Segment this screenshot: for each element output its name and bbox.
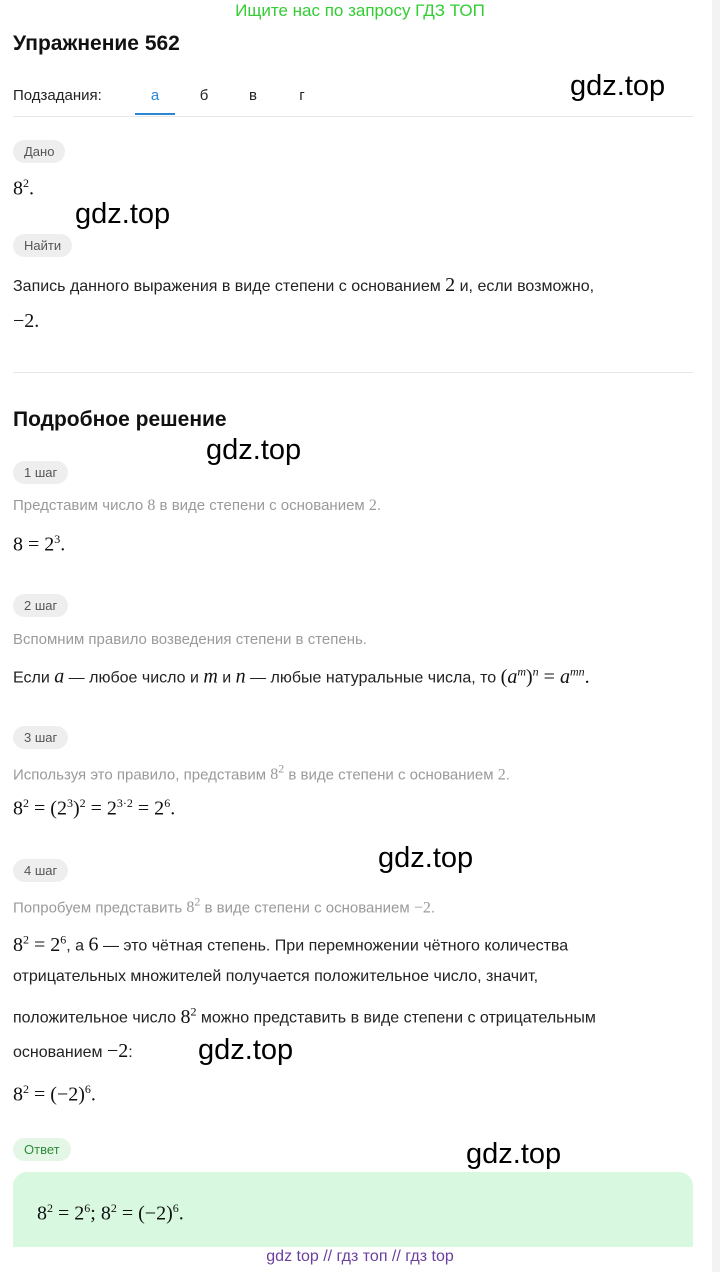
find-badge: Найти [13,234,72,257]
active-tab-indicator [135,113,175,115]
tab-g[interactable]: г [299,87,305,104]
tab-v[interactable]: в [249,87,257,104]
step-text: $8^2 = 2^6$, а 6 — это чётная степень. При перемножении чётного количества [13,932,569,956]
step-formula: $8 = 2^3$. [13,532,66,556]
step-formula: $8^2 = (2^3)^2 = 2^{3\cdot 2} = 2^6$. [13,796,176,820]
step-badge: 2 шаг [13,594,68,617]
watermark: gdz.top [75,198,171,230]
watermark: gdz.top [466,1138,562,1170]
given-badge: Дано [13,140,65,163]
answer-formula: $8^2 = 2^6$; $8^2 = (-2)^6$. [37,1201,184,1225]
step-text: Если a — любое число и m и n — любые натуральные числа, то $(a^m)^n = a^{mn}$. [13,664,590,688]
given-expression: $8^2$. [13,176,34,200]
footer-links[interactable]: gdz top // гдз топ // гдз top [266,1248,454,1265]
watermark: gdz.top [206,434,302,466]
watermark: gdz.top [198,1034,294,1066]
promo-banner: Ищите нас по запросу ГДЗ ТОП [235,1,485,20]
tab-b[interactable]: б [199,87,209,104]
scrollbar[interactable] [712,0,720,1272]
step-badge: 4 шаг [13,859,68,882]
step-hint: Представим число 8 в виде степени с основанием 2. [13,497,382,514]
solution-heading: Подробное решение [13,408,227,431]
watermark: gdz.top [570,70,666,102]
watermark: gdz.top [378,842,474,874]
step-hint: Используя это правило, представим $8^2$ в виде степени с основанием 2. [13,762,510,784]
subtasks-label: Подзадания: [13,87,102,104]
step-badge: 1 шаг [13,461,68,484]
step-hint: Попробуем представить $8^2$ в виде степени с основанием −2. [13,895,436,917]
find-text-line2: −2. [13,310,40,332]
step-badge: 3 шаг [13,726,68,749]
tab-a[interactable]: а [150,87,160,104]
find-text: Запись данного выражения в виде степени с основанием 2 и, если возможно, [13,274,595,296]
step-hint: Вспомним правило возведения степени в степень. [13,631,367,648]
answer-badge: Ответ [13,1138,71,1161]
step-text: положительное число $8^2$ можно представить в виде степени с отрицательным [13,1004,596,1028]
step-text: отрицательных множителей получается положительное число, значит, [13,968,539,985]
tabs-divider [13,116,693,117]
section-divider [13,372,693,373]
page-title: Упражнение 562 [13,32,180,55]
step-formula: $8^2 = (-2)^6$. [13,1082,96,1106]
step-text: основанием −2: [13,1040,133,1062]
